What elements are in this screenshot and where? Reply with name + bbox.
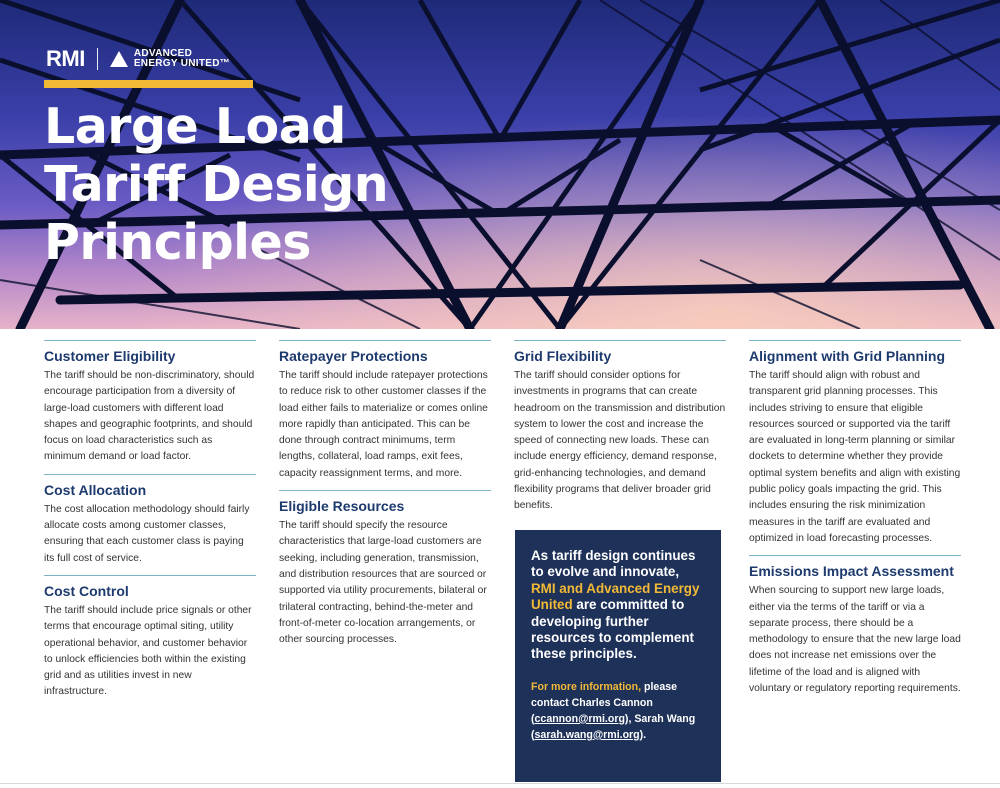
email-link-sarah-wang[interactable]: sarah.wang@rmi.org <box>534 728 640 741</box>
advanced-energy-united-logo <box>110 49 230 69</box>
column-1 <box>44 340 256 709</box>
aeu-logo-line1: ADVANCED <box>133 48 193 59</box>
section-body: The tariff should specify the resource characteristics that large-load customers are seeking, including generation, transmission, and distribution resources that are sourced or supported via utility procurements, bilateral or trilateral contracting, behind-the-meter and front-of-meter co-location arrangements, or other sourcing processes. <box>279 520 487 646</box>
logo-divider <box>97 48 98 70</box>
title-line-3: Principles <box>44 214 311 271</box>
contact-callout-box <box>515 530 721 782</box>
section-body: The cost allocation methodology should fairly allocate costs among customer classes, ensuring that each customer class is paying its full cost of service. <box>44 503 250 564</box>
aeu-logo-line2: ENERGY UNITED <box>133 58 220 69</box>
section-body: When sourcing to support new large loads, either via the terms of the tariff or via a separate process, there should be a methodology to ensure that the new large load does not increase net emissions over the lifetime of the load and is aligned with voluntary or regulatory reporting requirements. <box>749 585 961 695</box>
column-2 <box>279 340 491 656</box>
section-heading: Alignment with Grid Planning <box>749 348 945 364</box>
gold-accent-bar <box>44 80 253 88</box>
section-heading: Eligible Resources <box>279 498 405 515</box>
column-3 <box>514 340 726 523</box>
section-heading: Customer Eligibility <box>44 348 176 364</box>
section-heading: Grid Flexibility <box>514 348 612 364</box>
section-body: The tariff should include price signals or other terms that encourage optimal siting, utility operational behavior, and customer behavior to unlock efficiencies both within the existing grid and as utilities invest in new infrastructure. <box>44 604 252 698</box>
rmi-logo: RMI <box>46 46 85 71</box>
title-line-1: Large Load <box>44 98 346 155</box>
section-emissions-impact <box>749 555 961 697</box>
callout-contact: For more information, please contact Charles Cannon (ccannon@rmi.org), Sarah Wang (sarah.wang@rmi.org). <box>531 680 696 741</box>
hero-banner <box>0 0 1000 329</box>
email-link-ccannon[interactable]: ccannon@rmi.org <box>534 712 625 725</box>
column-4 <box>749 340 961 705</box>
section-heading: Cost Allocation <box>44 481 147 498</box>
contact-highlight: For more information, <box>531 680 642 693</box>
trademark-symbol: ™ <box>219 58 231 69</box>
page-title <box>44 98 388 272</box>
callout-lead: As tariff design continues to evolve and innovate, RMI and Advanced Energy United are committed to developing further resources to complement these principles. <box>531 548 700 662</box>
section-body: The tariff should include ratepayer protections to reduce risk to other customer classes if the load either fails to materialize or comes online more rapidly than anticipated. This can be done through contract minimums, term lengths, collateral, load ramps, exit fees, capacity reassignment terms, and more. <box>279 370 488 479</box>
section-body: The tariff should align with robust and transparent grid planning processes. This includes striving to ensure that eligible resources sourced or supported via the tariff are evaluated in long-term planning or similar dockets to determine whether they provide optimal system benefits and align with existing public policy goals impacting the grid. This includes ensuring the risk minimization measures in the tariff are evaluated and optimized in load forecasting processes. <box>749 370 961 544</box>
section-eligible-resources <box>279 490 491 648</box>
section-heading: Ratepayer Protections <box>279 348 428 364</box>
callout-highlight: RMI and Advanced Energy United <box>531 580 700 613</box>
section-ratepayer-protections <box>279 340 491 482</box>
section-heading: Cost Control <box>44 582 129 599</box>
section-cost-allocation <box>44 474 256 567</box>
aeu-triangle-icon <box>110 51 128 67</box>
section-body: The tariff should be non-discriminatory, should encourage participation from a diversity of large-load customers with different load shapes and geographic footprints, and should focus on load characteristics such as minimum demand or load factor. <box>44 370 255 463</box>
page-bottom-divider <box>0 783 1000 784</box>
section-cost-control <box>44 575 256 701</box>
section-grid-flexibility <box>514 340 726 515</box>
section-alignment-grid-planning <box>749 340 961 547</box>
section-heading: Emissions Impact Assessment <box>749 563 954 580</box>
section-customer-eligibility <box>44 340 256 466</box>
section-body: The tariff should consider options for investments in programs that can create headroom on the transmission and distribution system to lower the cost and increase the speed of connecting new loads. These can include energy efficiency, demand response, grid-enhancing technologies, and demand flexibility programs that deliver broader grid benefits. <box>514 370 726 512</box>
title-line-2: Tariff Design <box>44 156 389 213</box>
logo-bar <box>46 46 230 72</box>
